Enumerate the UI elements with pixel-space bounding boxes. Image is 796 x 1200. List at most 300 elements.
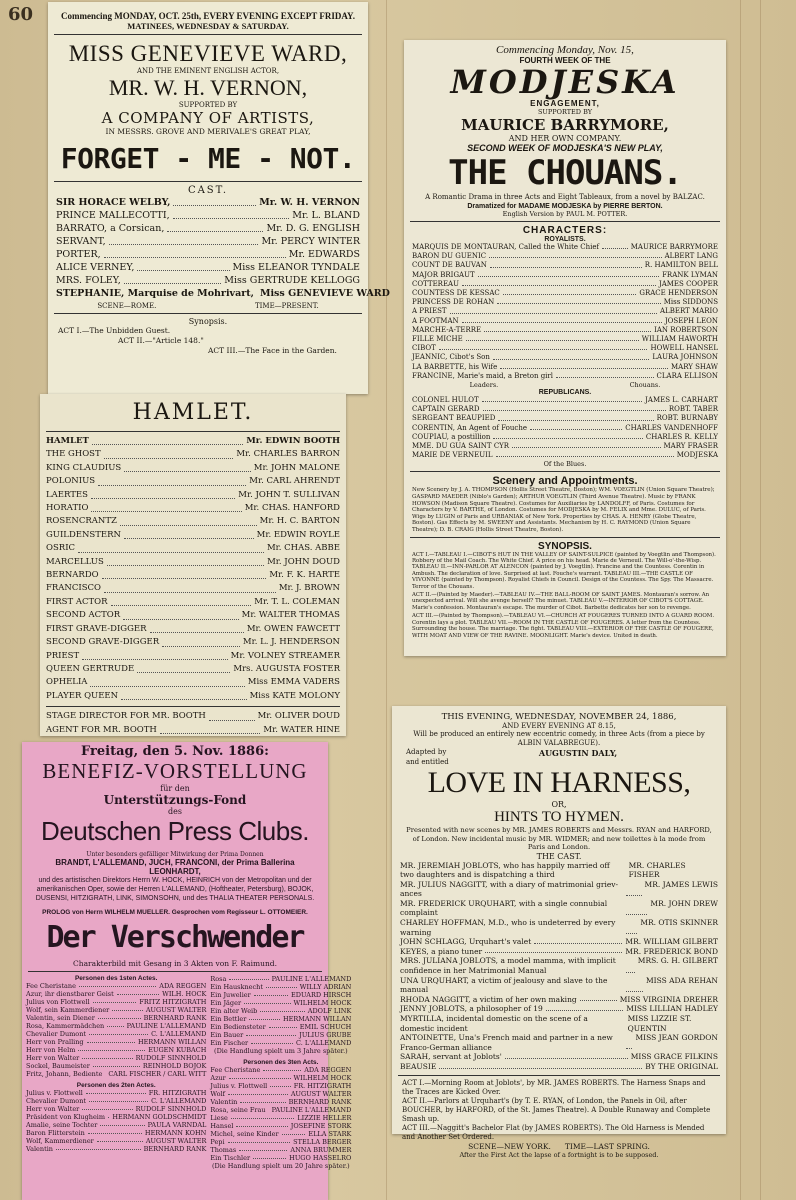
actor-name: Mr. J. BROWN [278,583,340,594]
actor-name: Mr. JOHN T. SULLIVAN [238,489,340,500]
dramatized-line: Dramatized for MADAME MODJESKA by PIERRE BERTON. [467,203,663,210]
commencing-line: Commencing Monday, Nov. 15, [496,44,634,56]
cast-row [26,982,206,990]
role-name: HORATIO [46,503,89,514]
forget-me-not-playbill [48,2,390,394]
or-label: OR, [551,800,567,809]
cast-row [26,1022,206,1030]
cast-row [48,274,368,287]
chouans-label: Chouans. [629,381,661,390]
page-rule [760,0,761,1200]
role-name: A PRIEST [412,307,447,316]
cast-row [26,1006,206,1014]
play-title: LOVE IN HARNESS, [427,766,691,799]
role-name: SERGEANT BEAUPIED [412,414,496,423]
role-name: PRINCE MALLECOTTI, [56,210,170,221]
cast-row [404,442,726,451]
actor-name: Mr. CHAS. ABBE [266,543,340,554]
cast-row [404,326,726,335]
cast-row [26,1105,206,1113]
divider [46,431,340,432]
actor-name: MISS VIRGINIA DREHER [619,994,718,1004]
divider [46,706,340,707]
role-name: FRANCINE, Marie's maid, a Breton girl [412,371,554,380]
role-name: COUNTESS DE KESSAC [412,289,500,298]
actor-name: MARY FRASER [663,442,718,451]
divider [410,537,720,538]
cast-row [40,515,346,528]
actor-name: WILLIAM HAWORTH [641,335,718,344]
role-name: CAPTAIN GERARD [412,405,480,414]
actor-name: R. HAMILTON BELL [644,261,718,270]
cast-row [210,1130,351,1138]
actor-name: GRACE HENDERSON [639,289,718,298]
actor-name: MISS LILLIAN HADLEY [626,1004,718,1014]
cast-row [40,690,346,703]
divider [28,971,322,972]
date-line: THIS EVENING, WEDNESDAY, NOVEMBER 24, 1886, [441,712,677,722]
actor-name: ADA REGGEN [304,1066,352,1074]
role-name: Liese [210,1114,228,1122]
role-name: Julius von Flottwell [26,998,90,1006]
benefiz-heading: BENEFIZ-VORSTELLUNG [42,759,308,783]
actor-name: Mr. F. K. HARTE [269,570,340,581]
actor-name: LIZZIE HELLER [297,1114,352,1122]
cast-row [210,1066,351,1074]
cast-row [26,1062,206,1070]
actor-name: Mrs. AUGUSTA FOSTER [233,663,340,674]
page-rule [386,0,387,1200]
actor-name: BERNHARD RANK [143,1145,207,1153]
entitled-label: and entitled [406,758,449,766]
participation-line: Unter besonders gefälliger Mitwirkung der Prima Donnen [86,851,264,858]
role-name: STAGE DIRECTOR FOR MR. BOOTH [46,711,206,722]
role-name: Herr von Walter [26,1054,80,1062]
cast-row [40,724,346,737]
scenery-heading: Scenery and Appointments. [492,475,638,488]
role-name: QUEEN GERTRUDE [46,663,135,674]
cast-row [404,363,726,372]
cast-row [40,650,346,663]
hamlet-playbill [40,394,346,736]
actor-name: Mr. CHAS. HANFORD [244,503,340,514]
cast-row [404,344,726,353]
role-name: CORENTIN, An Agent of Fouche [412,423,527,432]
play-intro: IN MESSRS. GROVE AND MERIVALE'S GREAT PLAY, [105,127,311,136]
directors-line: und des artistischen Direktors Herrn W. HOCK, HEINRICH von der Metropolitan und der amerikanischen Oper, sowie der Herren L'ALLEMAND, (Hoftheater, Petersburg), BOJOK, DUSENSI, HITZIGRATH, LINK, SIMONSOHN, und des THALIA THEATER PERSONALS. [35,877,315,902]
cast-row [404,353,726,362]
divider [410,471,720,472]
role-name: Azur [210,1074,226,1082]
role-name: Sockel, Baumeister [26,1062,90,1070]
cast-row [404,451,726,460]
cast-row [40,663,346,676]
cast-row [40,623,346,636]
actor-name: STELLA BERGER [293,1138,352,1146]
role-name: Chevalier Dumont [26,1097,87,1105]
cast-list [210,975,351,1047]
actor-name: Mr. OWEN FAWCETT [246,623,340,634]
role-name: Rosa, Kammermädchen [26,1022,105,1030]
role-name: COTTEREAU [412,279,460,288]
cast-row [26,1137,206,1145]
role-name: Rosa [210,975,227,983]
play-title: Der Verschwender [46,920,304,955]
role-name: Azur, ihr dienstbarer Geist [26,990,114,998]
role-name: Ein Juwelier [210,991,251,999]
role-name: PRIEST [46,650,80,661]
actor-name: FRITZ HITZIGRATH [139,998,207,1006]
fund-line: Unterstützungs-Fond [103,793,247,807]
actor-name: Mr. PERCY WINTER [261,236,360,247]
cast-row [404,252,726,261]
description-line: A Romantic Drama in three Acts and Eight Tableaux, from a novel by BALZAC. [425,193,705,201]
cast-row [40,462,346,475]
actor-name: ADOLF LINK [307,1007,352,1015]
role-name: MR. JEREMIAH JOBLOTS, who has happily married off two daughters and is dispatching a third [400,860,610,880]
role-name: RHODA NAGGITT, a victim of her own making [400,994,577,1004]
actor-name: JOSEFINE STORK [290,1122,352,1130]
cast-row [404,405,726,414]
cast-row [26,1038,206,1046]
cast-row [392,1014,726,1033]
cast-row [392,1004,726,1014]
cast-row [210,1082,351,1090]
role-name: Julius v. Flottwell [26,1089,83,1097]
actor-name: Miss SIDDONS [663,298,718,307]
cast-heading: THE CAST. [536,851,582,861]
act-heading: Personen des 3ten Acts. [243,1059,319,1066]
cast-row [210,1031,351,1039]
role-name: Valentin, sein Diener [26,1014,95,1022]
role-name: Chevalier Dumont [26,1030,87,1038]
cast-row [210,1154,351,1162]
prolog-line: PROLOG von Herrn WILHELM MUELLER. Gesprochen vom Regisseur L. OTTOMEIER. [42,909,308,916]
role-name: OSRIC [46,543,76,554]
actor-name: JULIUS GRUBE [299,1031,352,1039]
actor-name: WILHELM HOCK [293,1074,352,1082]
cast-row [210,999,351,1007]
actor-name: ADA REGGEN [159,982,207,990]
star-name: MISS GENEVIEVE WARD, [68,41,348,66]
role-name: Herr von Helm [26,1046,76,1054]
role-name: Michel, seine Kinder [210,1130,279,1138]
cast-row [392,956,726,975]
role-name: FRANCISCO [46,583,102,594]
cast-row [404,280,726,289]
role-name: Fritz, Johann, Bediente [26,1070,103,1078]
blues-label: Of the Blues. [543,460,587,469]
cast-row [210,975,351,983]
act-line: ACT I.—Morning Room at Joblots', by MR. JAMES ROBERTS. The Harness Snaps and the Traces are Kicked Over. [402,1078,706,1096]
cast-row [404,335,726,344]
actor-name: MISS ADA REHAN [645,975,718,985]
role-name: LAERTES [46,489,88,500]
cast-row [210,1074,351,1082]
role-name: KING CLAUDIUS [46,462,122,473]
cast-row [404,289,726,298]
role-name: Ein Bauer [210,1031,244,1039]
actor-name: MARY SHAW [671,362,718,371]
time-label: TIME—PRESENT. [254,302,319,310]
actor-name: FR. HITZIGRATH [293,1082,352,1090]
club-name: Deutschen Press Clubs. [41,816,309,846]
prima-donnas: BRANDT, L'ALLEMAND, JUCH, FRANCONI, der Prima Ballerina LEONHARDT, [55,858,295,876]
role-name: MME. DU GUA SAINT CYR [412,442,510,451]
cast-row [26,1054,206,1062]
cast-row [26,1129,206,1137]
cast-row [48,261,368,274]
cast-row [40,556,346,569]
actor-name: Mr. W. H. VERNON [259,197,360,208]
role-name: Herr von Pralling [26,1038,84,1046]
role-name: Ein Bediensteter [210,1023,266,1031]
love-in-harness-playbill [392,706,726,1159]
matinees-line: MATINEES, WEDNESDAY & SATURDAY. [127,21,289,31]
cast-row [40,489,346,502]
play-subtitle: HINTS TO HYMEN. [494,809,624,825]
actor-name: MAURICE BARRYMORE [630,243,718,251]
actor-name: ROBT. BURNABY [656,414,718,423]
role-name: JENNY JOBLOTS, a philosopher of 19 [400,1004,543,1014]
for-the-line: für den [160,784,190,793]
actor-name: EDUARD HIRSCH [291,991,352,999]
role-name: Julius v. Flottwell [210,1082,268,1090]
cast-row [40,596,346,609]
act-line: ACT III.—The Face in the Garden. [208,346,337,355]
star-name: MODJESKA [450,63,680,101]
divider [54,313,362,314]
cast-heading: CAST. [187,185,229,196]
actor-name: AUGUST WALTER [290,1090,352,1098]
actor-name: MISS GRACE FILKINS [630,1052,718,1062]
cast-row [210,1007,351,1015]
benefiz-playbill [22,742,352,1200]
role-name: BARON DU GUENIC [412,252,487,261]
cast-row [40,435,346,448]
actor-name: Miss GENEVIEVE WARD [259,288,390,299]
role-name: Ein Bettler [210,1015,247,1023]
actor-name: MR. JOHN DREW [650,898,718,908]
actor-name: C. L'ALLEMAND [296,1039,352,1047]
modjeska-playbill [404,40,726,656]
synopsis-heading: Synopsis. [188,317,228,326]
role-name: Wolf [210,1090,226,1098]
company-line: AND HER OWN COMPANY. [508,134,622,143]
cast-list [26,982,206,1078]
cast-row [210,1106,351,1114]
actor-name: Mr. WATER HINE [263,724,340,735]
actor-name: C. L'ALLEMAND [151,1097,207,1105]
cast-row [392,861,726,880]
actor-name: PAULINE L'ALLEMAND [271,975,352,983]
cast-row [40,475,346,488]
republican-cast-list [404,396,726,460]
actor-name: Mr. CHARLES BARRON [236,449,340,460]
scenery-text: New Scenery by J. A. THOMPSON (Hollis Street Theatre, Boston); WM. VOEGTLIN (Union Square Theatre); GASPARD MAEDER (Niblo's Garden); ARTHUR VOEGTLIN (Third Avenue Theatre). Music by FRANK HOWSON (Madison Square Theatre). Costumes for Auxiliaries by LANDOLFF, of Paris. Costumes for Characters by V. BARTHE, of London. Costumes for MODJESKA by M. FELIX and Mme. DULUC, of Paris. Wigs by LUGIN of Paris and URBANIAK of New York. Properties by CHAS. A. HENRY (Globe Theatre, Boston). Gas Effects by M. SWEENY and Assistants. Mechanism by H. C. RAYMOND (Union Square Theatre); D. B. CRAIG (Hollis Street Theatre, Boston). [412,487,715,534]
cast-row [392,1062,726,1072]
synopsis-act: ACT III.—(Painted by Thompson).—TABLEAU VI.—CHURCH AT FOUGERES TURNED INTO A GUARD ROOM. Corentin lays a plot. TABLEAU VII.—ROOM IN THE CASTLE OF FOUGERES. A letter from the Countess. Surrounding the house. The marriage. The fight. TABLEAU VIII.—EXTERIOR OF THE CASTLE OF FOUGERE, WITH MOAT AND VIEW OF THE RAVINE. MOONLIGHT. Marie's device. United in death. [412,613,715,639]
actor-name: RUDOLF SINNHOLD [135,1105,207,1113]
role-name: SIR HORACE WELBY, [56,197,171,208]
cast-row [210,991,351,999]
actor-name: CARL FISCHER / CARL WITT [108,1070,207,1078]
role-name: MRS. FOLEY, [56,275,121,286]
role-name: BEAUSIE [400,1061,437,1071]
characters-heading: CHARACTERS: [522,225,608,236]
actor-name: Mr. CARL AHRENDT [249,476,340,487]
role-name: MARQUIS DE MONTAURAN, Called the White Chief [412,243,600,251]
week-line: FOURTH WEEK OF THE [519,56,611,65]
of-the-line: des [168,807,182,816]
role-name: ROSENCRANTZ [46,516,117,527]
cast-row [40,636,346,649]
actor-name: MRS. G. H. GILBERT [637,956,718,966]
cast-row [26,1046,206,1054]
english-version-line: English Version by PAUL M. POTTER. [502,210,628,218]
role-name: HAMLET [46,436,89,446]
actor-name: MISS LIZZIE ST. QUENTIN [627,1014,692,1033]
role-name: A FOOTMAN [412,316,459,325]
play-subtitle: Charakterbild mit Gesang in 3 Akten von F. Raimund. [73,959,277,968]
role-name: Thomas [210,1146,237,1154]
cast-list [40,435,346,703]
cast-row [210,1098,351,1106]
actor-name: Miss EMMA VADERS [247,677,340,688]
role-name: SARAH, servant at Joblots' [400,1052,502,1062]
role-name: FIRST GRAVE-DIGGER [46,623,147,634]
divider [54,34,362,35]
cast-row [392,880,726,899]
actor-name: MR. CHARLES FISHER [628,860,686,880]
cast-row [48,235,368,248]
actor-name: FR. HITZIGRATH [148,1089,207,1097]
actor-name: Mr. EDWIN ROYLE [256,529,340,540]
role-name: CHARLEY HOFFMAN, M.D., who is undeterred by every warning [400,918,616,937]
cast-row [210,1114,351,1122]
actor-name: Mr. L. BLAND [292,210,360,221]
actor-name: WILHELM HOCK [293,999,352,1007]
role-name: ALICE VERNEY, [56,262,135,273]
synopsis-act: ACT I.—TABLEAU I.—CIBOT'S HUT IN THE VALLEY OF SAINT-SULPICE (painted by Voegtlin and Thompson). Robbery of the Mail Coach. The White Chief. A price on his head. Marie de Verneuil. The Will-o'-the-Wisp. TABLEAU II.—INN-PARLOR AT ALENCON (painted by J. Voegtlin). Francine and the Countess. Corentin in Ambush. The declaration of love. Surprised at last. Fouche's warrant. TABLEAU III.—THE CASTLE OF VIVONNE (painted by Thompson). Royalist Chiefs in Council. Design of the Countess. The Spy. The Massacre. Terror of the Chouans. [412,551,716,590]
actor-name: MR. JAMES LEWIS [644,879,718,889]
cast-row [40,502,346,515]
actor-name: HERMANN WILLAN [138,1038,207,1046]
cast-row [26,1145,206,1153]
cast-row [404,433,726,442]
cast-row [404,396,726,405]
cast-row [40,582,346,595]
cast-row [40,542,346,555]
role-name: POLONIUS [46,476,96,487]
role-name: CIBOT [412,344,436,353]
cast-list [48,196,390,300]
actor-name: REINHOLD BOJOK [142,1062,207,1070]
actor-name: Mr. EDWARDS [288,249,360,260]
divider [398,1075,720,1076]
actor-name: Mr. L. J. HENDERSON [242,637,340,648]
synopsis-heading: SYNOPSIS. [538,540,592,552]
role-name: MR. FREDERICK URQUHART, with a single connubial complaint [400,898,608,918]
cast-row [210,1122,351,1130]
cast-row [392,937,726,947]
role-name: THE GHOST [46,449,101,460]
actor-name: Mr. JOHN DOUD [267,556,340,567]
cast-row [40,676,346,689]
actor-name: WILLY ADRIAN [299,983,352,991]
actor-name: Miss KATE MOLONY [249,690,340,701]
cast-list [210,1066,351,1162]
actor-name: ALBERT LANG [664,252,718,261]
cast-row [48,209,368,222]
actor-name: JAMES L. CARHART [645,396,718,405]
cast-row [404,317,726,326]
actor-name: BERNHARD RANK [288,1098,352,1106]
actor-name: CHARLES R. KELLY [645,432,718,441]
role-name: COUNT DE BAUVAN [412,261,487,270]
actor-name: PAULA VARNDAL [147,1121,207,1129]
role-name: JEANNIC, Cibot's Son [412,353,490,362]
actor-name: BY THE ORIGINAL [645,1061,718,1071]
cast-row [26,1070,206,1078]
actor-name: CHARLES VANDENHOFF [625,423,718,432]
actor-name: IAN ROBERTSON [654,325,718,334]
scene-label: SCENE—NEW YORK. [468,1141,551,1151]
role-name: JOHN SCHLAGG, Urquhart's valet [400,937,532,947]
act-line: ACT I.—The Unbidden Guest. [58,326,171,335]
cast-list [26,1089,206,1153]
role-name: Baron Flitterstein [26,1129,85,1137]
actor-name: BERNHARD RANK [143,1014,207,1022]
cast-row [210,1015,351,1023]
play-title: FORGET - ME - NOT. [60,142,356,175]
role-name: Herr von Walter [26,1105,80,1113]
adapted-by-label: Adapted by [406,748,447,756]
and-actor-line: AND THE EMINENT ENGLISH ACTOR, [136,67,280,75]
cast-row [404,261,726,270]
co-star-name: MR. W. H. VERNON, [108,75,308,100]
actor-name: ANNA BRUMMER [290,1146,352,1154]
role-name: Ein Fischer [210,1039,249,1047]
role-name: GUILDENSTERN [46,529,121,540]
cast-row [40,609,346,622]
cast-row [404,372,726,381]
role-name: COUPIAU, a postillion [412,432,491,441]
commencing-line: Commencing MONDAY, OCT. 25th, EVERY EVENING EXCEPT FRIDAY. [61,11,355,21]
actor-name: Mr. OLIVER DOUD [257,711,340,722]
cast-row [392,976,726,995]
actor-name: ALBERT MARIO [660,307,718,316]
cast-row [40,448,346,461]
cast-row [40,529,346,542]
act-heading: Personen des 1sten Actes. [74,975,158,982]
role-name: Rosa, seine Frau [210,1106,266,1114]
cast-row [210,1090,351,1098]
act-heading: Personen des 2ten Actes. [76,1082,156,1089]
actor-name: Mr. JOHN MALONE [253,462,340,473]
every-evening-line: AND EVERY EVENING AT 8.15, [502,722,616,730]
actor-name: PAULINE L'ALLEMAND [271,1106,352,1114]
royalists-heading: ROYALISTS. [544,236,586,243]
role-name: PORTER, [56,249,101,260]
actor-name: Mr. D. G. ENGLISH [266,223,360,234]
cast-row [392,1052,726,1062]
actor-name: MR. OTIS SKINNER [640,918,718,928]
actor-name: AUGUST WALTER [145,1137,207,1145]
cast-row [404,271,726,280]
actor-name: ELLA STARK [308,1130,352,1138]
act-line: ACT III.—Naggitt's Bachelor Flat (by JAMES ROBERTS). The Old Harness is Mended and Another Set Ordered. [402,1123,705,1141]
